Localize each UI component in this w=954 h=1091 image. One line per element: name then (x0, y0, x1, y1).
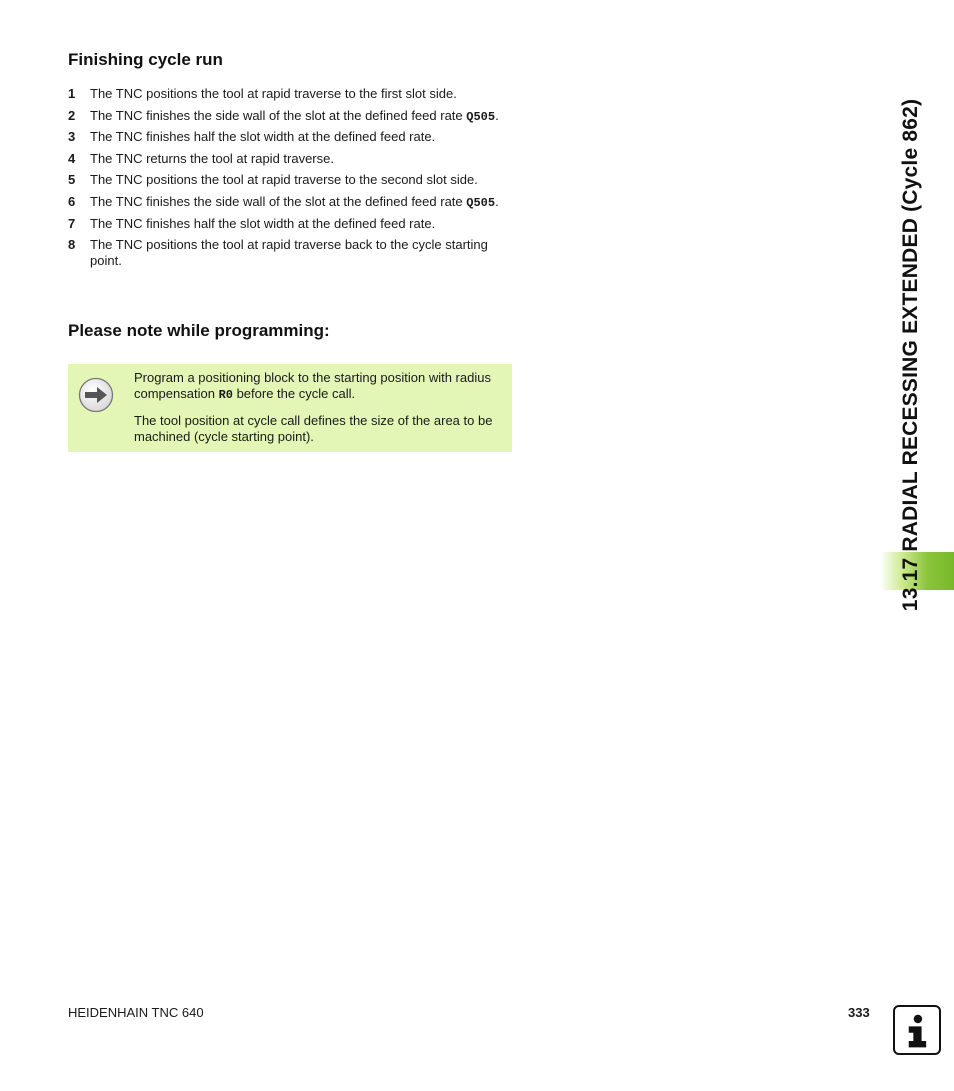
step-number: 7 (68, 215, 76, 231)
step-number: 3 (68, 129, 76, 145)
list-item (68, 237, 518, 270)
step-number: 5 (68, 172, 76, 188)
step-text: The TNC positions the tool at rapid traverse to the first slot side. (90, 86, 457, 101)
step-number: 6 (68, 193, 76, 209)
step-number: 1 (68, 86, 76, 101)
chapter-title-text: 13.17 RADIAL RECESSING EXTENDED (Cycle 862) (899, 98, 922, 612)
section-heading: Finishing cycle run (68, 50, 223, 69)
step-text: The TNC positions the tool at rapid traverse to the second slot side. (90, 172, 478, 188)
step-number: 4 (68, 150, 76, 166)
step-text-after: . (495, 107, 499, 123)
arrow-right-icon (78, 377, 114, 413)
note-text-part: before the cycle call. (232, 386, 356, 401)
step-list (68, 86, 518, 275)
list-item (68, 194, 518, 211)
step-code: Q505 (466, 109, 496, 124)
page-number: 333 (848, 1005, 870, 1020)
list-item (68, 151, 518, 168)
note-text (134, 370, 506, 455)
footer-product: HEIDENHAIN TNC 640 (68, 1005, 204, 1020)
note-code: R0 (218, 388, 233, 402)
step-text: The TNC finishes the side wall of the slot at the defined feed rate (90, 193, 467, 209)
list-item (68, 129, 518, 146)
note-heading: Please note while programming: (68, 321, 330, 340)
note-paragraph: The tool position at cycle call defines the size of the area to be machined (cycle starting point). (134, 413, 493, 444)
list-item (68, 108, 518, 125)
list-item (68, 86, 518, 103)
info-icon (893, 1005, 941, 1055)
note-box (68, 364, 512, 452)
note-paragraph (134, 370, 506, 403)
list-item (68, 172, 518, 189)
step-text: The TNC finishes half the slot width at the defined feed rate. (90, 215, 436, 231)
step-text: The TNC finishes half the slot width at the defined feed rate. (90, 129, 436, 145)
step-text: The TNC returns the tool at rapid traverse. (90, 150, 334, 166)
list-item (68, 216, 518, 233)
note-text-part: Program a positioning block to the starting position with radius compensation (134, 370, 491, 401)
step-text-after: . (495, 193, 499, 209)
step-text: The TNC finishes the side wall of the slot at the defined feed rate (90, 107, 467, 123)
step-number: 8 (68, 237, 76, 253)
step-number: 2 (68, 107, 76, 123)
step-text: The TNC positions the tool at rapid traverse back to the cycle starting point. (90, 237, 488, 269)
step-code: Q505 (466, 195, 496, 210)
